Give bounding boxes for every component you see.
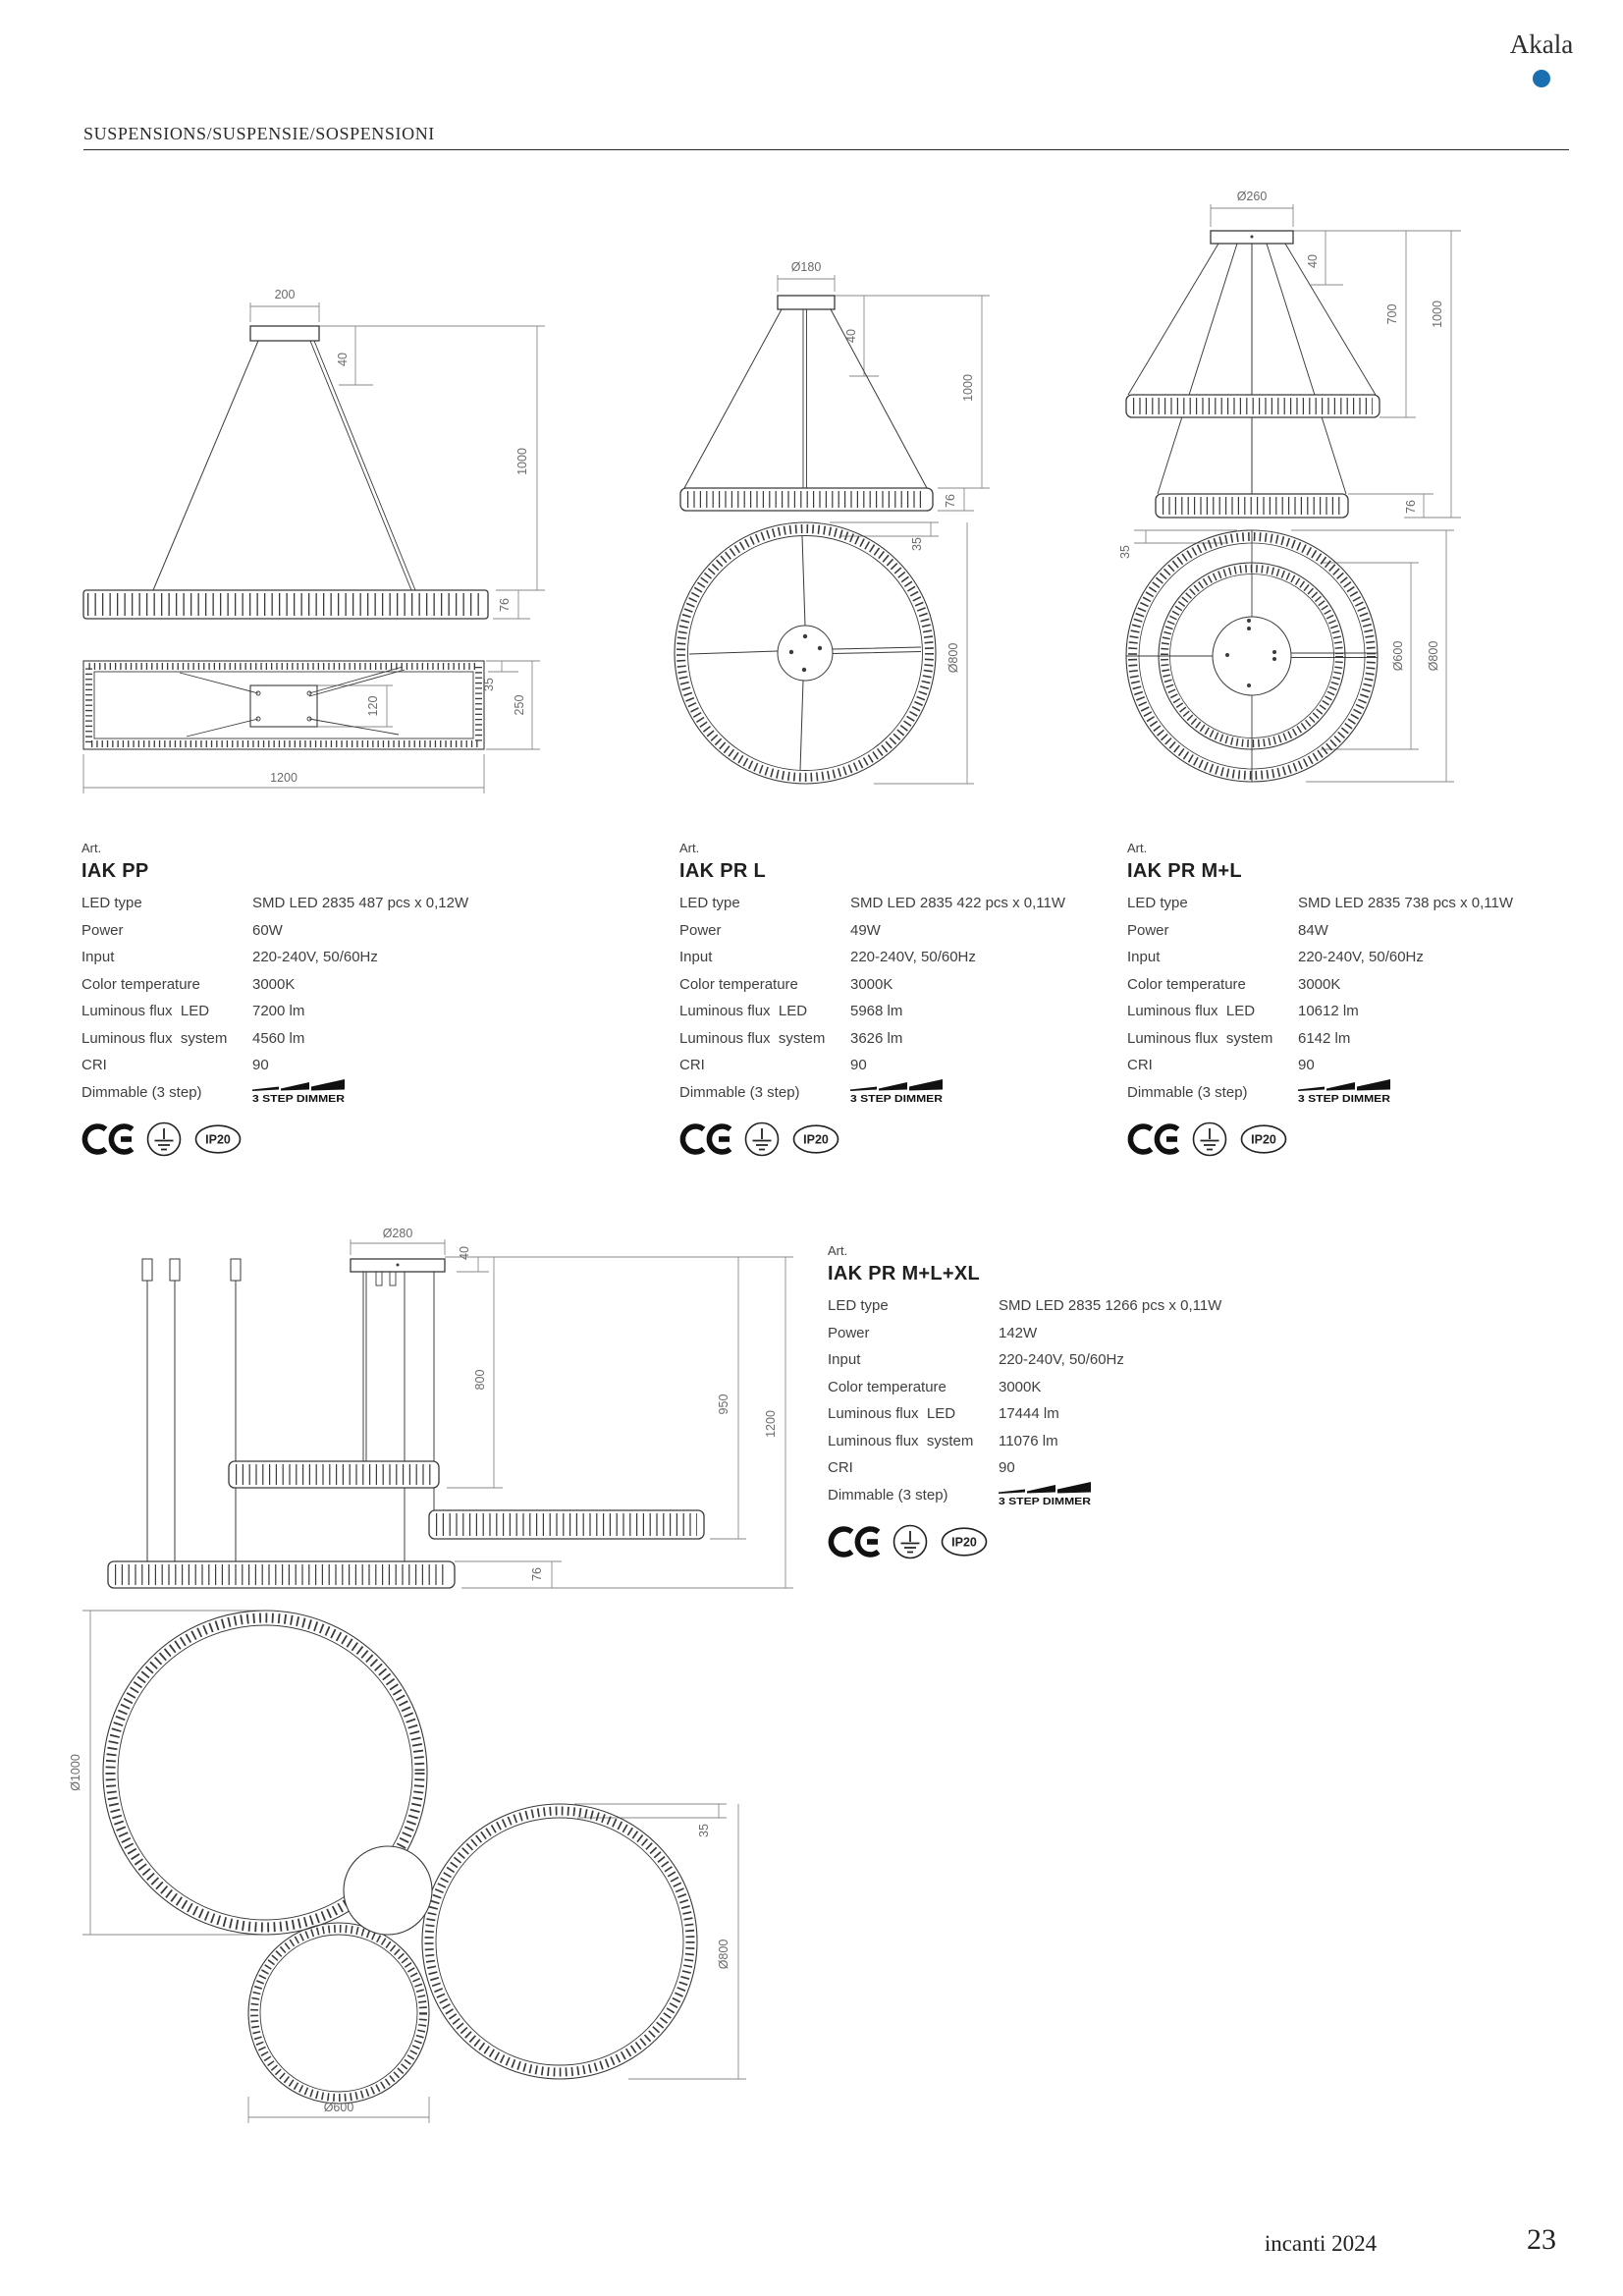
iak-pr-l-side-view: [680, 296, 933, 511]
spec-label: LED type: [81, 895, 142, 911]
product-name: IAK PR M+L+XL: [828, 1263, 981, 1285]
spec-label: Dimmable (3 step): [679, 1083, 800, 1101]
art-label: Art.: [1127, 841, 1148, 855]
iak-pp-drawing: [49, 187, 560, 864]
spec-row-dimmable: [81, 1079, 518, 1107]
spec-row-color-temperature: [1127, 971, 1564, 999]
iak-pr-l-dimension-labels: [791, 260, 975, 673]
dimension-label: 200: [274, 288, 296, 301]
spec-row-led-type: [828, 1292, 1265, 1320]
footer-catalog-name: incanti 2024: [1264, 2231, 1378, 2256]
ip20-badge-icon: [791, 1123, 840, 1155]
spec-row-dimmable: [1127, 1079, 1564, 1107]
iak-pr-m-l-dimension-labels: [1118, 190, 1444, 671]
spec-label: Dimmable (3 step): [828, 1486, 948, 1503]
svg-text:3 STEP DIMMER: 3 STEP DIMMER: [850, 1094, 944, 1106]
spec-label: Luminous flux LED: [828, 1405, 956, 1422]
earth-ground-icon: [892, 1523, 929, 1560]
dimension-label: 35: [1118, 545, 1132, 559]
dimension-label: Ø180: [790, 260, 822, 274]
spec-row-input: [1127, 944, 1564, 971]
svg-text:IP20: IP20: [951, 1535, 977, 1550]
spec-label: CRI: [81, 1057, 107, 1073]
ce-mark-icon: [81, 1122, 135, 1156]
dimmer-badge: [850, 1079, 947, 1107]
spec-block-iak-pr-m-l-xl: [828, 1243, 1265, 1561]
iak-pp-side-view: [83, 326, 488, 619]
dimension-label: Ø1000: [69, 1754, 82, 1791]
spec-label: Power: [81, 921, 124, 939]
ce-mark-icon: [1127, 1122, 1180, 1156]
svg-text:IP20: IP20: [803, 1132, 829, 1147]
product-name: IAK PP: [81, 860, 149, 882]
spec-label: Input: [679, 949, 713, 965]
spec-row-cri: [81, 1052, 518, 1079]
dimension-label: 700: [1385, 303, 1399, 325]
spec-row-led-type: [679, 890, 1116, 917]
spec-label: Power: [1127, 921, 1169, 939]
dimension-label: 76: [530, 1567, 544, 1581]
spec-row-cri: [679, 1052, 1116, 1079]
spec-label: Luminous flux system: [828, 1432, 974, 1449]
dimension-label: Ø800: [1427, 640, 1440, 672]
section-title: SUSPENSIONS/SUSPENSIE/SOSPENSIONI: [83, 124, 435, 143]
dimension-label: 950: [717, 1394, 730, 1415]
spec-value: 90: [850, 1057, 867, 1073]
dimension-label: Ø260: [1236, 190, 1268, 203]
spec-table: [679, 890, 1116, 1106]
spec-row-input: [81, 944, 518, 971]
spec-row-luminous-flux-led: [679, 998, 1116, 1025]
earth-ground-icon: [1191, 1121, 1228, 1158]
art-label: Art.: [828, 1243, 848, 1258]
spec-block-iak-pr-l: [679, 841, 1116, 1159]
spec-value: 49W: [850, 921, 881, 939]
earth-ground-icon: [743, 1121, 781, 1158]
spec-label: CRI: [828, 1459, 853, 1476]
ip20-badge-icon: [940, 1526, 989, 1558]
footer-page-number: 23: [1527, 2223, 1556, 2256]
dimension-label: 1200: [270, 771, 298, 785]
spec-label: Luminous flux LED: [679, 1003, 808, 1019]
spec-value: 3000K: [252, 975, 296, 993]
certification-icons: [1127, 1120, 1564, 1159]
spec-value: 3626 lm: [850, 1029, 903, 1047]
svg-text:3 STEP DIMMER: 3 STEP DIMMER: [1298, 1094, 1391, 1106]
certification-icons: [81, 1120, 518, 1159]
spec-value: 4560 lm: [252, 1029, 305, 1047]
spec-value: 60W: [252, 921, 283, 939]
iak-pr-m-l-top-view: [1126, 530, 1378, 782]
spec-label: Dimmable (3 step): [81, 1083, 202, 1101]
spec-label: Color temperature: [679, 975, 798, 993]
dimension-label: 76: [1404, 500, 1418, 514]
dimmer-badge-icon: [252, 1079, 349, 1105]
spec-table: [1127, 890, 1564, 1106]
dimension-label: Ø600: [323, 2101, 354, 2114]
spec-row-input: [828, 1346, 1265, 1374]
spec-label: CRI: [1127, 1057, 1153, 1073]
spec-row-luminous-flux-system: [81, 1025, 518, 1053]
brand-dot-icon: [1533, 70, 1550, 87]
spec-label: Luminous flux system: [81, 1029, 228, 1047]
dimension-label: 1000: [961, 374, 975, 402]
ip20-badge-icon: [1239, 1123, 1288, 1155]
iak-pr-l-dimension-lines: [778, 275, 990, 784]
brand-name: Akala: [1509, 29, 1574, 59]
ip20-badge-icon: [193, 1123, 243, 1155]
iak-pr-l-top-view: [675, 522, 936, 784]
spec-label: Input: [1127, 949, 1161, 965]
dimmer-badge: [1298, 1079, 1394, 1107]
spec-value: 90: [252, 1057, 269, 1073]
dimension-label: 250: [513, 694, 526, 716]
dimmer-badge: [999, 1482, 1095, 1509]
spec-row-cri: [828, 1454, 1265, 1482]
spec-value: 3000K: [999, 1378, 1042, 1395]
iak-pr-m-l-side-view: [1126, 231, 1380, 518]
ce-mark-icon: [679, 1122, 732, 1156]
svg-text:3 STEP DIMMER: 3 STEP DIMMER: [999, 1497, 1092, 1508]
spec-value: 6142 lm: [1298, 1029, 1351, 1047]
spec-label: Luminous flux system: [1127, 1029, 1273, 1047]
dimension-label: 40: [844, 329, 858, 343]
spec-row-color-temperature: [828, 1374, 1265, 1401]
spec-value: 90: [999, 1459, 1015, 1476]
dimmer-badge-icon: [850, 1079, 947, 1105]
art-label: Art.: [81, 841, 102, 855]
spec-label: Power: [679, 921, 722, 939]
spec-table: [81, 890, 518, 1106]
spec-block-iak-pr-m-l: [1127, 841, 1564, 1159]
dimmer-badge-icon: [1298, 1079, 1394, 1105]
spec-label: Luminous flux LED: [81, 1003, 210, 1019]
spec-label: LED type: [679, 895, 740, 911]
dimension-label: 40: [1306, 254, 1320, 268]
spec-row-luminous-flux-system: [1127, 1025, 1564, 1053]
dimension-label: Ø800: [717, 1939, 730, 1970]
iak-pr-m-l-xl-top-view: [103, 1611, 697, 2104]
spec-value: SMD LED 2835 1266 pcs x 0,11W: [999, 1297, 1222, 1314]
spec-label: Power: [828, 1324, 870, 1341]
product-name: IAK PR L: [679, 860, 766, 882]
art-label: Art.: [679, 841, 700, 855]
dimension-label: 76: [498, 598, 512, 612]
spec-label: Luminous flux LED: [1127, 1003, 1256, 1019]
spec-row-cri: [1127, 1052, 1564, 1079]
dimension-label: 76: [944, 494, 957, 508]
spec-row-dimmable: [828, 1482, 1265, 1509]
dimension-label: 40: [458, 1246, 471, 1260]
dimension-label: 40: [336, 353, 350, 366]
iak-pr-m-l-xl-drawing: [39, 1228, 825, 2131]
svg-text:3 STEP DIMMER: 3 STEP DIMMER: [252, 1094, 346, 1106]
svg-text:IP20: IP20: [1251, 1132, 1276, 1147]
spec-value: 90: [1298, 1057, 1315, 1073]
dimension-label: 35: [482, 678, 496, 691]
spec-value: 11076 lm: [999, 1432, 1058, 1449]
iak-pr-m-l-dimension-lines: [1134, 204, 1461, 782]
spec-value: SMD LED 2835 487 pcs x 0,12W: [252, 895, 469, 911]
spec-row-led-type: [1127, 890, 1564, 917]
spec-value: 220-240V, 50/60Hz: [1298, 949, 1424, 965]
iak-pr-l-drawing: [628, 187, 1041, 835]
spec-row-power: [1127, 917, 1564, 945]
spec-value: 84W: [1298, 921, 1328, 939]
spec-value: 220-240V, 50/60Hz: [850, 949, 976, 965]
dimmer-badge: [252, 1079, 349, 1107]
dimension-label: 120: [366, 695, 380, 717]
spec-value: 5968 lm: [850, 1003, 903, 1019]
spec-value: 3000K: [850, 975, 893, 993]
spec-label: Color temperature: [828, 1378, 947, 1395]
spec-label: LED type: [1127, 895, 1188, 911]
spec-value: 142W: [999, 1324, 1038, 1341]
spec-value: 220-240V, 50/60Hz: [999, 1351, 1124, 1368]
spec-label: Color temperature: [81, 975, 200, 993]
spec-row-power: [828, 1320, 1265, 1347]
dimension-label: 1200: [764, 1410, 778, 1438]
spec-block-iak-pp: [81, 841, 518, 1159]
header-rule: [83, 149, 1569, 150]
dimension-label: Ø600: [1391, 640, 1405, 672]
spec-row-luminous-flux-led: [828, 1400, 1265, 1428]
spec-row-color-temperature: [81, 971, 518, 999]
dimension-label: 35: [697, 1824, 711, 1837]
spec-row-power: [81, 917, 518, 945]
spec-row-luminous-flux-system: [679, 1025, 1116, 1053]
spec-value: 17444 lm: [999, 1405, 1059, 1422]
spec-label: CRI: [679, 1057, 705, 1073]
earth-ground-icon: [145, 1121, 183, 1158]
dimmer-badge-icon: [999, 1482, 1095, 1507]
spec-label: Color temperature: [1127, 975, 1246, 993]
spec-row-color-temperature: [679, 971, 1116, 999]
certification-icons: [828, 1522, 1265, 1561]
ce-mark-icon: [828, 1525, 881, 1558]
dimension-label: 35: [910, 537, 924, 551]
spec-label: LED type: [828, 1297, 889, 1314]
spec-value: 7200 lm: [252, 1003, 305, 1019]
spec-value: 220-240V, 50/60Hz: [252, 949, 378, 965]
dimension-label: 800: [473, 1369, 487, 1391]
spec-row-luminous-flux-led: [1127, 998, 1564, 1025]
product-name: IAK PR M+L: [1127, 860, 1242, 882]
spec-row-dimmable: [679, 1079, 1116, 1107]
certification-icons: [679, 1120, 1116, 1159]
spec-label: Luminous flux system: [679, 1029, 826, 1047]
iak-pr-m-l-drawing: [1080, 167, 1571, 854]
spec-label: Dimmable (3 step): [1127, 1083, 1248, 1101]
spec-label: Input: [828, 1351, 861, 1368]
spec-value: SMD LED 2835 422 pcs x 0,11W: [850, 895, 1065, 911]
iak-pr-m-l-xl-side-view: [108, 1259, 704, 1588]
spec-table: [828, 1292, 1265, 1508]
spec-value: SMD LED 2835 738 pcs x 0,11W: [1298, 895, 1513, 911]
dimension-label: 1000: [515, 448, 529, 475]
spec-row-led-type: [81, 890, 518, 917]
spec-label: Input: [81, 949, 115, 965]
iak-pp-top-view: [83, 661, 484, 749]
dimension-label: Ø280: [382, 1228, 413, 1240]
spec-value: 3000K: [1298, 975, 1341, 993]
svg-text:IP20: IP20: [205, 1132, 231, 1147]
spec-row-power: [679, 917, 1116, 945]
spec-row-luminous-flux-led: [81, 998, 518, 1025]
dimension-label: Ø800: [947, 642, 960, 674]
dimension-label: 1000: [1431, 301, 1444, 328]
spec-value: 10612 lm: [1298, 1003, 1359, 1019]
spec-row-luminous-flux-system: [828, 1428, 1265, 1455]
spec-row-input: [679, 944, 1116, 971]
